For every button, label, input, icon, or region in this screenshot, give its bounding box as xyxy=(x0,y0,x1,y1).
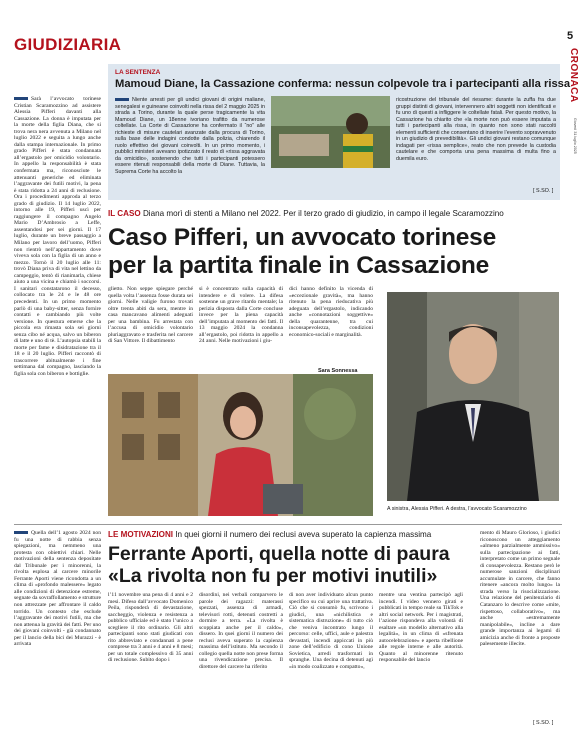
paragraph-marker xyxy=(14,531,28,534)
photo-pifferi xyxy=(108,374,373,516)
article1-headline xyxy=(108,224,568,280)
article2-column-5: mentre una ventina partecipò agli incendi. I video vennero girati e pubblicati in tempo reale su TikTok e altri social network. Per i magistrati, l’azione rispondeva alla volontà di esaltare «un modello alternativo alla legalità», in un clima di «sfrenata autocelebrazione» e aperta ribellione alle regole interne e alle autorità. Quanto al minorenne ritenuto responsabile del lancio xyxy=(379,592,463,664)
article1-signature: Sara Sonnessa xyxy=(318,368,358,374)
article2-kicker-text: In quei giorni il numero dei reclusi aveva superato la capienza massima xyxy=(175,530,432,539)
article2-column-3: disordini, nei verbali comparvero le parole dei ragazzi: materassi spezzati, assenza di armadi, televisori rotti, detenuti costretti a dormire a terra. «La rivolta è scoppiata anche per il caldo», dissero. In quei giorni il numero dei reclusi aveva superato la capienza massima dell’istituto. Ma secondo il collegio quella notte non prese forma una rivendicazione precisa. Il direttore del carcere ha riferito xyxy=(199,592,283,671)
article1-left-text: Sarà l’avvocato torinese Cristian Scaramozzino ad assistere Alessia Pifferi davanti alla Cassazione. La donna è imputata per la morte della figlia Diana, che si trova nera nera avvenuta a Milano nel luglio 2022 e seguita a lungo anche dalla stampa internazionale. In primo grado Pifferi è stata condannata all’ergastolo per omicidio volontario. In appello la responsabilità è stata confermata ma, riconosciute le attenuanti generiche ed eliminata l’aggravante dei futili motivi, la pena è stata ridotta a 24 anni di reclusione. Ora i procedimenti approda al terzo grado di giudizio. Il 14 luglio 2022, intorno alle 19, Pifferi uscì per raggiungere il compagno Angelo Mario D’Ambrosio a Leffe, assentandosi per sei giorni. Il 17 luglio, durante un breve passaggio a Milano per lavoro dell’uomo, Pifferi non rientrò nell’appartamento dove viveva sola con la figlia di un anno e mezzo. Tornò il 20 luglio alle 11: trovò Diana priva di vita nel lettino da campeggio, tentò di rianimarla, chiese aiuto a una vicina e chiamò i soccorsi. I sanitari constatarono il decesso, collocato tra le 24 e le 48 ore precedenti. In un primo momento parlò di una baby-sitter, senza fornire contatti e cambiando più volte versione. In questura emerse che la piccola era rimasta sola sei giorni senza cibo né acqua, salvo un biberon di latte e uno di tè. L’autopsia stabilì la morte per fame e disidratazione tra il 18 e il 20 luglio. Pifferi raccontò di trascorrere abitualmente i fine settimana dal compagno, lasciando la figlia sola con biberon e bottiglie. xyxy=(14,96,101,377)
photo-diane xyxy=(271,96,390,168)
box-title: Mamoud Diane, la Cassazione conferma: nessun colpevole tra i partecipanti alla rissa xyxy=(115,78,571,90)
page-number: 5 xyxy=(567,30,574,42)
section-divider xyxy=(14,524,562,525)
paragraph-marker xyxy=(115,98,129,101)
article2-headline xyxy=(108,543,488,587)
article2-headline-line2: «La rivolta non fu per motivi inutili» xyxy=(108,565,438,587)
box-column-1 xyxy=(115,97,265,195)
box-kicker: LA SENTENZA xyxy=(115,69,161,76)
article1-kicker-label: IL CASO xyxy=(108,209,141,218)
box-column-2: ricostruzione del tribunale del riesame: durante la zuffa fra due gruppi distinti di giovani, intervennero altri soggetti non identificati e fu uno di questi a infliggere le coltellate fatali. Per questo motivo, la Cassazione ha chiarito che «la morte non può essere imputata a tutti i partecipanti alla rissa, in quanto non sono stati raccolti elementi sufficienti che consentano di inserire l’evento sopravvenuto in un giudizio di prevedibilità». Gli undici giovani restano comunque indagati per «rissa semplice», reato che non prevede la custodia cautelare e che comporta una pena massima di multa fino a duemila euro. xyxy=(396,97,556,162)
article2-signature: [ S.SO. ] xyxy=(533,720,554,726)
article2-left-text: Quella dell’1 agosto 2024 non fu una notte di rabbia senza spiegazioni, ma nemmeno una protesta con obiettivi chiari. Nelle motivazioni della sentenza depositate dal Tribunale per i minorenni, la rivolta esplosa al carcere minorile Ferrante Aporti viene ricondotta a un clima di «profondo malessere» legato alle condizioni di detenzione estreme, segnate da sovraffollamento e strutture non attrezzate per affrontare il caldo torrido. Un contesto che esclude l’aggravante dei motivi futili, ma che non attenua la gravità dei fatti. Per uno dei giovani coinvolti - già condannato per il lancio della bici dei Murazzi - è arrivata xyxy=(14,530,101,648)
article2-column-2: l’11 novembre una pena di 4 anni e 2 mesi. Difeso dall’avvocato Domenico Peila, risponderà di devastazione, saccheggio, violenza e resistenza a pubblico ufficiale ed è stato l’unico a scegliere il rito ordinario. Gli altri partecipanti sono stati giudicati con rito abbreviato e condannati a pene comprese tra 3 anni e 4 anni e 8 mesi; per un totale complessivo di 35 anni di reclusione. Subito dopo i xyxy=(108,592,193,664)
side-section-label: CRONACA xyxy=(568,48,579,103)
article1-kicker-text: Diana morì di stenti a Milano nel 2022. Per il terzo grado di giudizio, in campo il legale Scaramozzino xyxy=(142,209,504,218)
paragraph-marker xyxy=(14,97,28,100)
article2-left-column xyxy=(14,530,101,728)
section-title: GIUDIZIARIA xyxy=(14,35,122,54)
article1-column-3: si è concentrato sulla capacità di intendere e di volere. La difesa sostenne un grave ritardo mentale; la perizia disposta dalla Corte concluse invece per la piena capacità dell’imputata al momento dei fatti. Il 13 maggio 2024 la condanna all’ergastolo, poi ridotta in appello a 24 anni. Nelle motivazioni i giu- xyxy=(199,286,283,345)
photo-caption: A sinistra, Alessia Pifferi. A destra, l’avvocato Scaramozzino xyxy=(387,506,527,512)
box-signature: [ S.SO. ] xyxy=(533,188,554,194)
article1-left-column xyxy=(14,96,101,520)
article2-kicker-label: LE MOTIVAZIONI xyxy=(108,530,174,539)
article2-headline-line1: Ferrante Aporti, quella notte di paura xyxy=(108,543,450,565)
article1-headline-line2: per la partita finale in Cassazione xyxy=(108,252,490,279)
article2-right-column: mento di Mauro Glorioso, i giudici riconoscono un atteggiamento «almeno parzialmente ammissivo» sulla partecipazione ai fatti, interpretato come un primo segnale di consapevolezza. Restano però le numerose sanzioni disciplinari accumulate in carcere, che fanno ritenere «ancora molto lungo» la strada verso la risocializzazione. Una relazione del penitenziario di Catanzaro lo descrive come «mite, rispettoso, collaborativo», ma anche «estremamente manipolabile», incline a dare grande importanza ai legami di amicizia anche di fronte a proposte palesemente illecite. xyxy=(480,530,560,648)
article1-headline-line1: Caso Pifferi, un avvocato torinese xyxy=(108,224,497,251)
article2-column-4: di non aver individuato alcun punto specifico su cui aprire una trattativa. Ciò che si consumò fu, scrivono i giudici, una «nichilistica e sistematica distruzione» di tutto ciò che veniva incontrato lungo il percorso: celle, uffici, aule e palestra devastati, incendi appiccati in più zone dell’edificio di cono Unione Sovietica, arredi trasformati in spranghe. Una decina di detenuti agì «in modo coalizzato e compatto», xyxy=(289,592,373,671)
dateline: Giovedì 31 luglio 2025 xyxy=(573,118,577,154)
article1-column-4: dici hanno definito la vicenda di «eccezionale gravità», ma hanno ritenuto la pena rieducativa più adeguata dell’ergastolo, indicando anche «connotazioni soggettive» della quarantenne, tra cui inconsapevolezza, condizioni economico-sociali e marginalità. xyxy=(289,286,373,338)
article1-kicker xyxy=(108,209,568,218)
photo-scaramozzino xyxy=(387,292,559,501)
article1-column-2: glietto. Non seppe spiegare perché quella volta l’assenza fosse durata sei giorni. Nelle valigie furono trovati oltre trenta abiti da sera, mentre in casa mancavano alimenti adeguati per una bambina. Fu arrestata con l’accusa di omicidio volontario pluriaggravato e trasferita nel carcere di San Vittore. Il dibattimento xyxy=(108,286,193,345)
box-text-1: Niente arresti per gli undici giovani di origini maliane, senegalesi e guineane coinvolti nella rissa del 2 maggio 2025 in strada a Torino, durante la quale perse tragicamente la vita Mamoud Diane, un 18enne ivoriano trafitto da numerose coltellate. La Corte di Cassazione ha confermato il “no” alle richieste di misure cautelari avanzate dalla procura di Torino, sulla base delle indagini condotte dalla polizia, chiarendo il ruolo effettivo dei giovani coinvolti. In un primo momento, i pubblici ministeri avevano ipotizzato il reato di «rissa aggravata da omicidio», sostenendo che tutti i partecipanti potessero essere ritenuti responsabili della morte di Diane. Tuttavia, la Suprema Corte ha accolto la xyxy=(115,97,265,176)
